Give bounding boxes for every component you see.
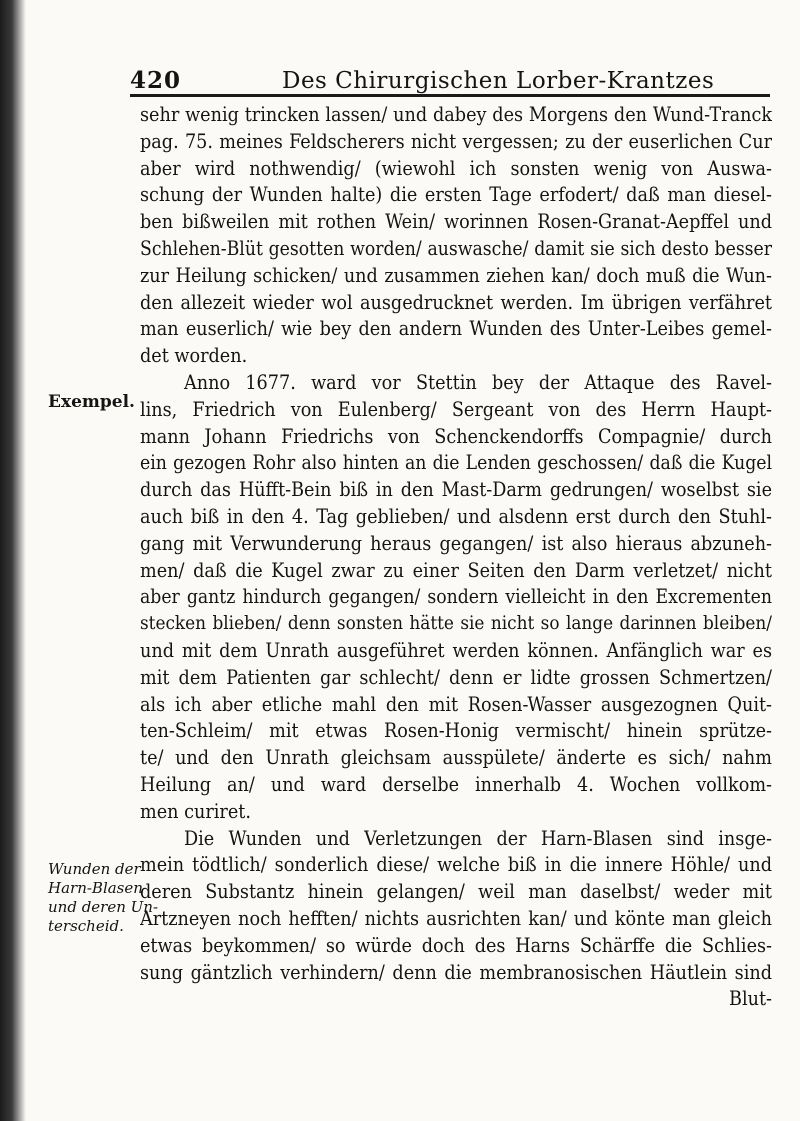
margin-note-line: Exempel. <box>48 392 135 412</box>
text-line: mein tödtlich/ sonderlich diese/ welche biß in die innere Höhle/ und <box>140 853 772 877</box>
page-header <box>130 58 770 94</box>
text-line: lins, Friedrich von Eulenberg/ Sergeant von des Herrn Haupt- <box>140 397 772 421</box>
margin-note-line: terscheid. <box>48 917 124 935</box>
text-line: Anno 1677. ward vor Stettin bey der Attaque des Ravel- <box>184 370 772 394</box>
margin-note-harn-blasen <box>48 860 159 936</box>
text-line: Schlehen-Blüt gesotten worden/ auswasche/ damit sie sich desto besser <box>140 236 772 260</box>
margin-note-line: und deren Un- <box>48 898 159 916</box>
catchword: Blut- <box>729 987 772 1011</box>
body-text <box>140 102 772 1013</box>
text-line: man euserlich/ wie bey den andern Wunden des Unter-Leibes gemel- <box>140 317 772 341</box>
text-line: Heilung an/ und ward derselbe innerhalb 4. Wochen vollkom- <box>140 772 772 796</box>
text-line: etwas beykommen/ so würde doch des Harns Schärffe die Schlies- <box>140 933 772 957</box>
text-line: men curiret. <box>140 799 251 823</box>
text-line: stecken blieben/ denn sonsten hätte sie nicht so lange darinnen bleiben/ <box>140 613 772 635</box>
text-line: te/ und den Unrath gleichsam ausspülete/ änderte es sich/ nahm <box>140 746 772 770</box>
text-line: ten-Schleim/ mit etwas Rosen-Honig vermischt/ hinein sprütze- <box>140 719 772 743</box>
text-line: auch biß in den 4. Tag geblieben/ und alsdenn erst durch den Stuhl- <box>140 504 772 528</box>
text-line: Die Wunden und Verletzungen der Harn-Blasen sind insge- <box>184 826 772 850</box>
text-line: ben bißweilen mit rothen Wein/ worinnen Rosen-Granat-Aepffel und <box>140 210 772 234</box>
text-line: deren Substantz hinein gelangen/ weil man daselbst/ weder mit <box>140 880 772 904</box>
margin-note-exempel <box>48 393 138 412</box>
text-line: Artzneyen noch hefften/ nichts ausrichten kan/ und könte man gleich <box>140 906 772 930</box>
text-line: gang mit Verwunderung heraus gegangen/ ist also hieraus abzuneh- <box>140 531 772 555</box>
text-line: und mit dem Unrath ausgeführet werden können. Anfänglich war es <box>140 638 772 662</box>
text-line: zur Heilung schicken/ und zusammen ziehen kan/ doch muß die Wun- <box>140 263 772 287</box>
text-line: sung gäntzlich verhindern/ denn die membranosischen Häutlein sind <box>140 960 772 984</box>
text-line: mit dem Patienten gar schlecht/ denn er lidte grossen Schmertzen/ <box>140 665 772 689</box>
text-line: durch das Hüfft-Bein biß in den Mast-Darm gedrungen/ woselbst sie <box>140 478 772 502</box>
page-number: 420 <box>130 67 182 94</box>
text-line: schung der Wunden halte) die ersten Tage erfodert/ daß man diesel- <box>140 183 772 207</box>
text-line: den allezeit wieder wol ausgedrucknet werden. Im übrigen verfähret <box>140 290 772 314</box>
text-line: men/ daß die Kugel zwar zu einer Seiten den Darm verletzet/ nicht <box>140 558 772 582</box>
margin-note-line: Wunden der <box>48 860 141 878</box>
text-line: mann Johann Friedrichs von Schenckendorffs Compagnie/ durch <box>140 424 772 448</box>
text-line: pag. 75. meines Feldscherers nicht vergessen; zu der euserlichen Cur <box>140 129 772 153</box>
text-line: aber wird nothwendig/ (wiewohl ich sonsten wenig von Auswa- <box>140 156 772 180</box>
running-title: Des Chirurgischen Lorber-Krantzes <box>282 68 715 94</box>
text-line: sehr wenig trincken lassen/ und dabey des Morgens den Wund-Tranck <box>140 103 772 126</box>
text-line: ein gezogen Rohr also hinten an die Lenden geschossen/ daß die Kugel <box>140 451 772 475</box>
header-rule <box>130 94 770 97</box>
text-line: als ich aber etliche mahl den mit Rosen-Wasser ausgezognen Quit- <box>140 692 772 716</box>
text-line: aber gantz hindurch gegangen/ sondern vielleicht in den Excrementen <box>140 585 772 609</box>
margin-note-line: Harn-Blasen <box>48 879 143 897</box>
text-line: det worden. <box>140 344 248 368</box>
